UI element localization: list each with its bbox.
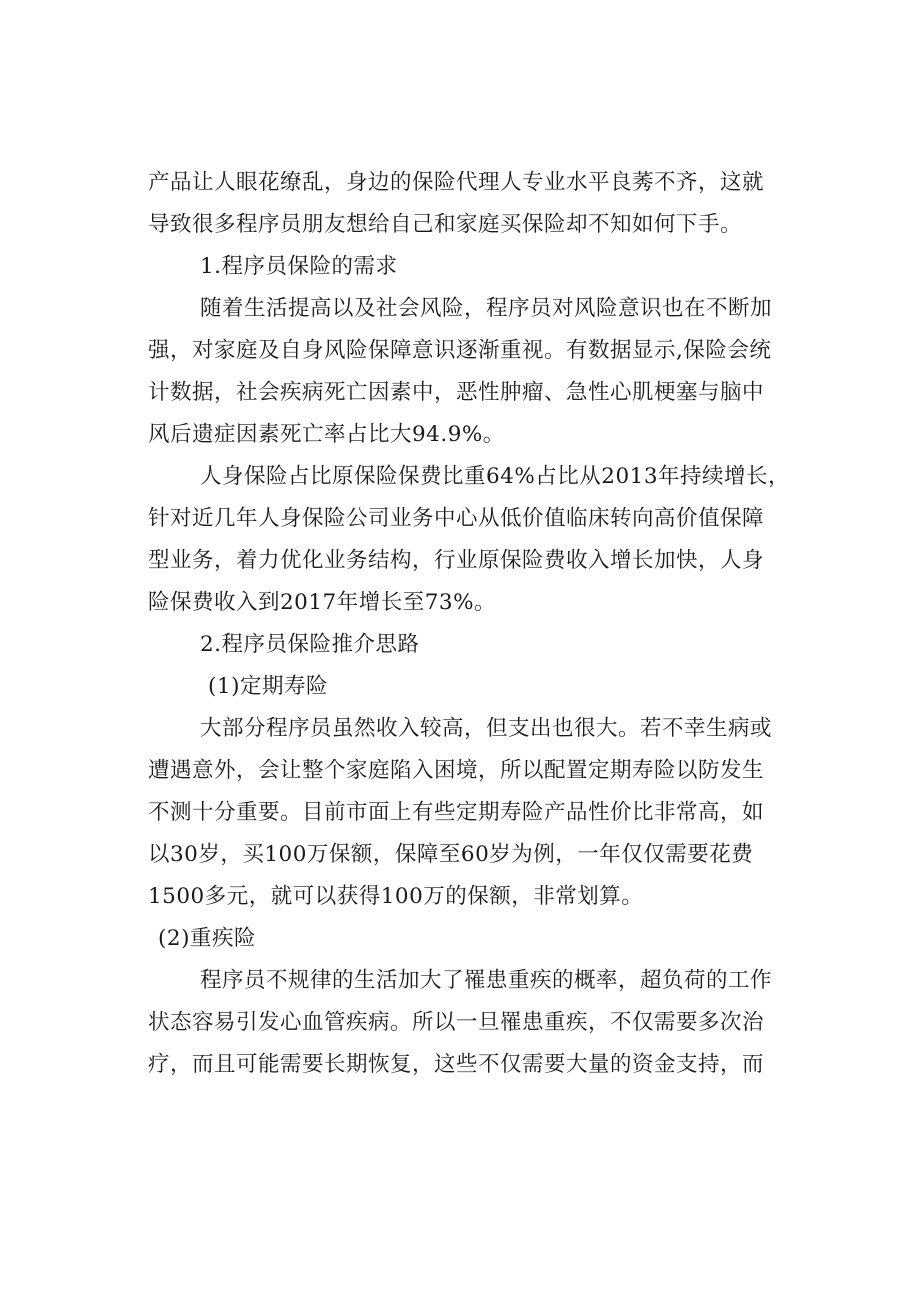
body-text	[148, 162, 808, 1086]
text-line: 以30岁，买100万保额，保障至60岁为例，一年仅仅需要花费	[148, 842, 754, 867]
section-heading-ideas: 2.程序员保险推介思路	[200, 632, 420, 657]
text-line: 强，对家庭及自身风险保障意识逐渐重视。有数据显示,保险会统	[148, 338, 772, 363]
text-line: 针对近几年人身保险公司业务中心从低价值临床转向高价值保障	[148, 506, 765, 531]
subheading-critical-illness: (2)重疾险	[158, 926, 256, 951]
text-line: 疗，而且可能需要长期恢复，这些不仅需要大量的资金支持，而	[148, 1052, 765, 1077]
text-line: 遭遇意外，会让整个家庭陷入困境，所以配置定期寿险以防发生	[148, 758, 765, 783]
text-line: 人身保险占比原保险保费比重64%占比从2013年持续增长，	[200, 464, 791, 489]
text-line: 程序员不规律的生活加大了罹患重疾的概率，超负荷的工作	[200, 968, 773, 993]
text-line: 风后遗症因素死亡率占比大94.9%。	[148, 422, 505, 447]
text-line: 随着生活提高以及社会风险，程序员对风险意识也在不断加	[200, 296, 773, 321]
text-line: 状态容易引发心血管疾病。所以一旦罹患重疾，不仅需要多次治	[148, 1010, 765, 1035]
text-line: 大部分程序员虽然收入较高，但支出也很大。若不幸生病或	[200, 716, 773, 741]
text-line: 产品让人眼花缭乱，身边的保险代理人专业水平良莠不齐，这就	[148, 170, 765, 195]
text-line: 1500多元，就可以获得100万的保额，非常划算。	[148, 884, 644, 909]
text-line: 型业务，着力优化业务结构，行业原保险费收入增长加快，人身	[148, 548, 765, 573]
section-heading-needs: 1.程序员保险的需求	[200, 254, 398, 279]
text-line: 不测十分重要。目前市面上有些定期寿险产品性价比非常高，如	[148, 800, 765, 825]
text-line: 计数据，社会疾病死亡因素中，恶性肿瘤、急性心肌梗塞与脑中	[148, 380, 765, 405]
subheading-term-life: (1)定期寿险	[208, 674, 328, 699]
text-line: 险保费收入到2017年增长至73%。	[148, 590, 497, 615]
text-line: 导致很多程序员朋友想给自己和家庭买保险却不知如何下手。	[148, 212, 743, 237]
